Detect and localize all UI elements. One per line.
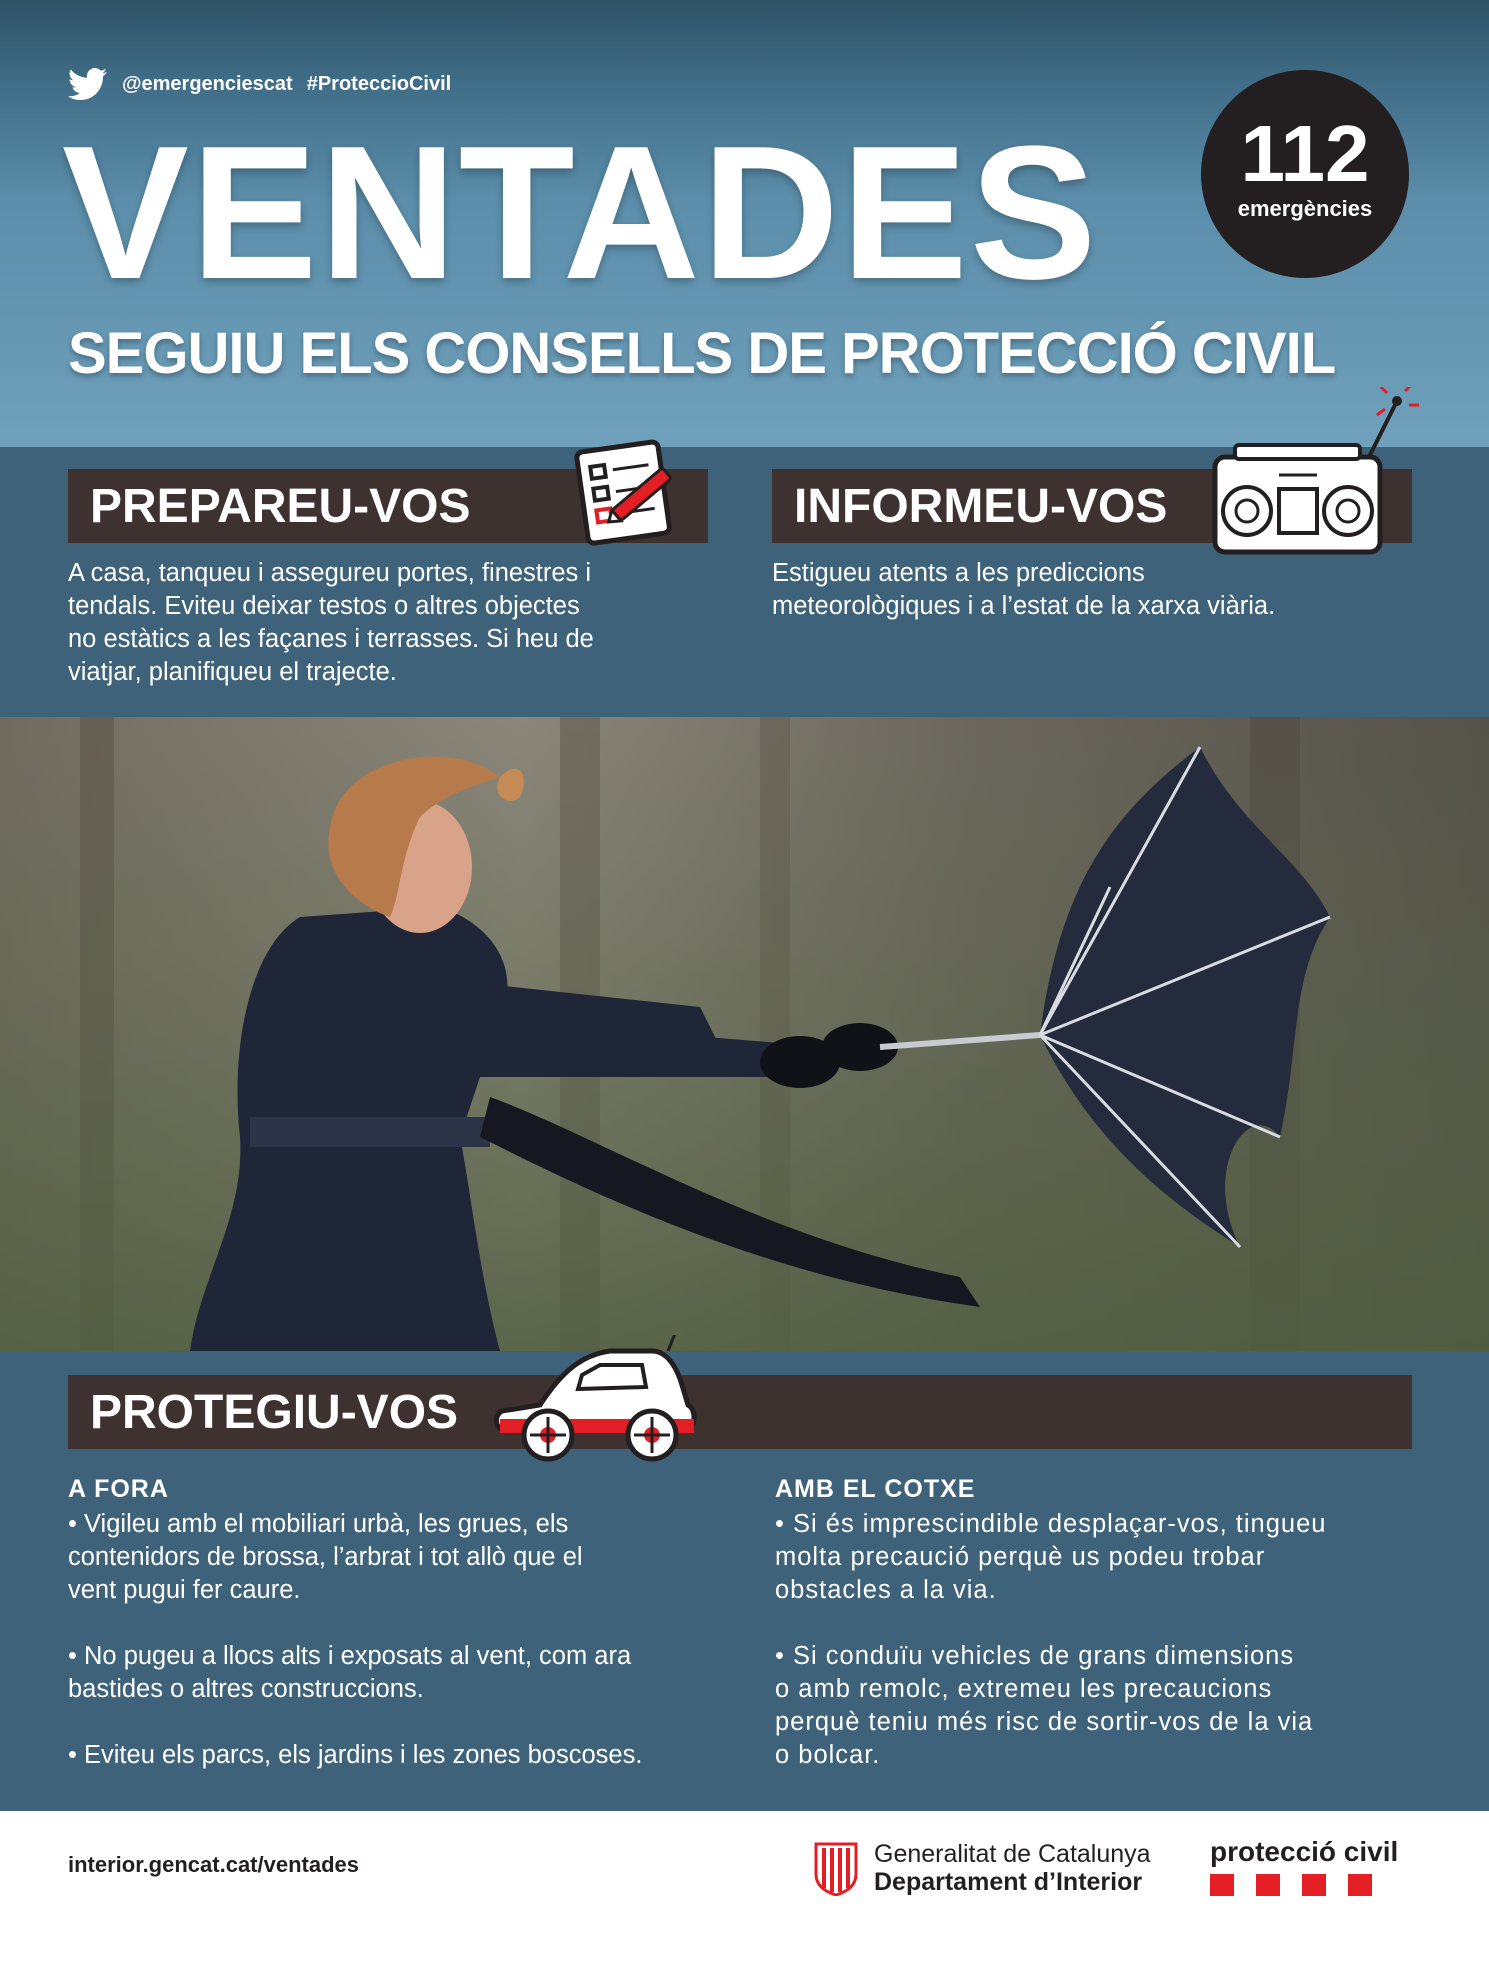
radio-icon bbox=[1205, 387, 1425, 557]
prepare-line: no estàtics a les façanes i terrasses. Si heu de bbox=[68, 625, 594, 653]
prepare-text bbox=[68, 557, 594, 689]
inform-line: Estigueu atents a les prediccions bbox=[772, 559, 1145, 587]
prepare-line: viatjar, planifiqueu el trajecte. bbox=[68, 658, 397, 686]
hashtag[interactable]: #ProteccioCivil bbox=[306, 72, 452, 95]
badge-label: emergències bbox=[1237, 196, 1373, 221]
bullet-line: o bolcar. bbox=[775, 1741, 881, 1769]
photo-illustration bbox=[0, 717, 1489, 1351]
prepare-line: A casa, tanqueu i assegureu portes, finestres i bbox=[68, 559, 592, 587]
inform-line: meteorològiques i a l’estat de la xarxa viària. bbox=[772, 592, 1276, 620]
bullet-line: bastides o altres construccions. bbox=[68, 1675, 424, 1703]
bullet-line: • No pugeu a llocs alts i exposats al vent, com ara bbox=[68, 1642, 632, 1670]
prepare-line: tendals. Eviteu deixar testos o altres objectes bbox=[68, 592, 580, 620]
generalitat-emblem-icon bbox=[812, 1840, 860, 1896]
gov-line-1: Generalitat de Catalunya bbox=[874, 1840, 1151, 1868]
brand-square bbox=[1348, 1874, 1372, 1896]
car-heading: AMB EL COTXE bbox=[775, 1475, 976, 1503]
brand-name: protecció civil bbox=[1210, 1836, 1399, 1867]
bullet-line: • Eviteu els parcs, els jardins i les zones boscoses. bbox=[68, 1741, 643, 1769]
social-links bbox=[68, 68, 451, 100]
inform-heading: INFORMEU-VOS bbox=[794, 479, 1168, 533]
brand-square bbox=[1256, 1874, 1280, 1896]
gov-line-2: Departament d’Interior bbox=[874, 1868, 1143, 1896]
brand-square bbox=[1210, 1874, 1234, 1896]
inform-text bbox=[772, 557, 1275, 623]
proteccio-civil-logo[interactable] bbox=[1210, 1836, 1398, 1896]
outside-bullet-1 bbox=[68, 1508, 583, 1607]
header bbox=[0, 0, 1489, 447]
bullet-line: obstacles a la via. bbox=[775, 1576, 997, 1604]
outside-bullet-3 bbox=[68, 1739, 642, 1772]
car-bullet-1 bbox=[775, 1508, 1326, 1607]
brand-squares bbox=[1210, 1874, 1398, 1896]
bullet-line: molta precaució perquè us podeu trobar bbox=[775, 1543, 1266, 1571]
bullet-line: • Si conduïu vehicles de grans dimensions bbox=[775, 1642, 1295, 1670]
footer-url-link[interactable]: interior.gencat.cat/ventades bbox=[68, 1852, 359, 1877]
brand-square bbox=[1302, 1874, 1326, 1896]
photo-woman-with-umbrella bbox=[0, 717, 1489, 1351]
car-bullet-2 bbox=[775, 1640, 1313, 1772]
protect-heading: PROTEGIU-VOS bbox=[90, 1385, 459, 1439]
checklist-icon bbox=[560, 437, 680, 547]
badge-number: 112 bbox=[1240, 109, 1370, 198]
bullet-line: • Vigileu amb el mobiliari urbà, les grues, els bbox=[68, 1510, 569, 1538]
twitter-handle[interactable]: @emergenciescat bbox=[122, 72, 293, 95]
protect-band bbox=[0, 1351, 1489, 1811]
bullet-line: vent pugui fer caure. bbox=[68, 1576, 301, 1604]
bullet-line: o amb remolc, extremeu les precaucions bbox=[775, 1675, 1273, 1703]
outside-bullet-2 bbox=[68, 1640, 631, 1706]
emergency-112-badge bbox=[1201, 70, 1409, 278]
protect-heading-bar bbox=[68, 1375, 1412, 1449]
bullet-line: • Si és imprescindible desplaçar-vos, tingueu bbox=[775, 1510, 1327, 1538]
bullet-line: perquè teniu més risc de sortir-vos de la via bbox=[775, 1708, 1314, 1736]
generalitat-logo[interactable] bbox=[812, 1840, 1151, 1896]
page-subtitle: SEGUIU ELS CONSELLS DE PROTECCIÓ CIVIL bbox=[68, 321, 1336, 386]
car-icon bbox=[482, 1335, 712, 1465]
outside-heading: A FORA bbox=[68, 1475, 169, 1503]
prepare-heading: PREPAREU-VOS bbox=[90, 479, 471, 533]
bullet-line: contenidors de brossa, l’arbrat i tot allò que el bbox=[68, 1543, 583, 1571]
info-band bbox=[0, 447, 1489, 717]
twitter-bird-icon[interactable] bbox=[68, 68, 108, 100]
page-title: VENTADES bbox=[62, 107, 1099, 319]
